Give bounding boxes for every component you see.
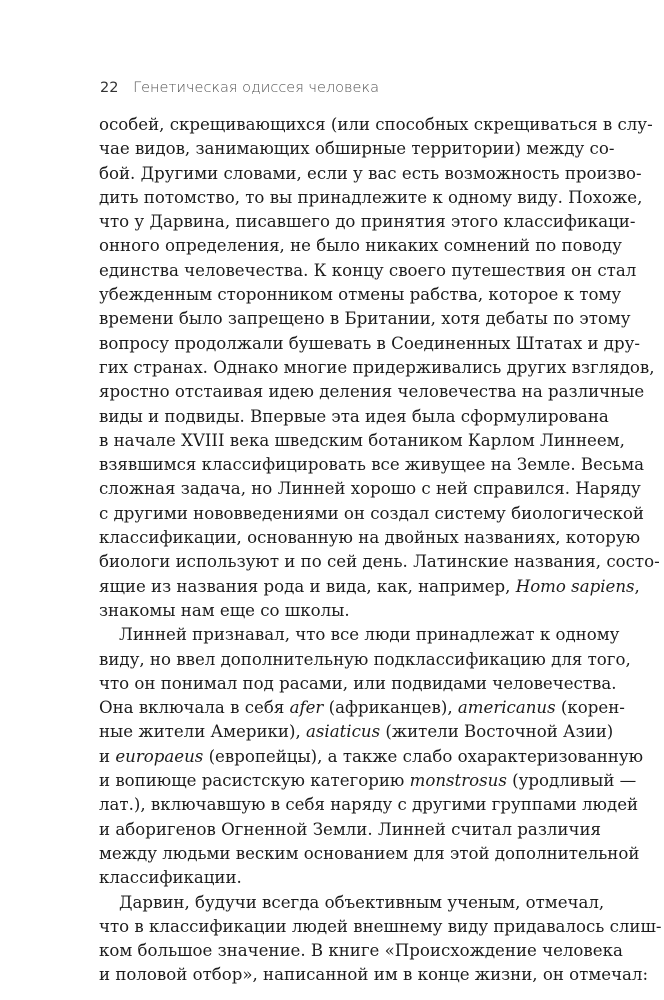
text-segment: ком большое значение. В книге «Происхождение человека	[99, 941, 623, 961]
text-line	[99, 672, 617, 696]
italic-term: asiaticus	[306, 722, 381, 742]
text-line	[99, 405, 609, 429]
text-segment: Она включала в себя	[99, 698, 290, 718]
text-segment: гих странах. Однако многие придерживались других взглядов,	[99, 357, 655, 377]
italic-term: Homo sapiens	[515, 576, 635, 596]
text-segment: единства человечества. К концу своего путешествия он стал	[99, 260, 637, 280]
text-line	[99, 745, 644, 769]
text-segment: ные жители Америки),	[99, 722, 306, 742]
text-line	[99, 793, 639, 817]
text-segment: (европейцы), а также слабо охарактеризованную	[203, 746, 644, 766]
text-segment: онного определения, не было никаких сомнений по поводу	[99, 236, 622, 256]
text-line	[99, 550, 660, 574]
text-line	[99, 380, 645, 404]
text-line	[99, 259, 637, 283]
text-line	[99, 842, 640, 866]
text-line	[99, 113, 653, 137]
text-line	[99, 866, 572, 890]
italic-term: afer	[289, 698, 324, 718]
text-segment: (африканцев),	[323, 698, 458, 718]
text-segment: классификации, основанную на двойных названиях, которую	[99, 528, 641, 548]
text-line	[99, 186, 643, 210]
text-segment: чае видов, занимающих обширные территории) между со-	[99, 139, 615, 159]
text-line	[99, 963, 649, 987]
page-number: 22	[100, 80, 119, 96]
italic-term: europaeus	[115, 746, 204, 766]
text-segment: Дарвин, будучи всегда объективным ученым, отмечал,	[119, 892, 605, 912]
text-line	[99, 234, 622, 258]
text-segment: и половой отбор», написанной им в конце жизни, он отмечал:	[99, 965, 649, 985]
text-segment: сложная задача, но Линней хорошо с ней справился. Наряду	[99, 479, 641, 499]
body-text	[99, 113, 662, 988]
italic-term: americanus	[457, 698, 556, 718]
text-line	[99, 526, 641, 550]
text-line	[99, 818, 601, 842]
text-segment: и вопиюще расистскую категорию	[99, 771, 410, 791]
text-segment: виду, но ввел дополнительную подклассификацию для того,	[99, 649, 631, 669]
text-segment: между людьми веским основанием для этой дополнительной	[99, 843, 640, 863]
text-line	[99, 915, 662, 939]
text-segment: ,	[634, 576, 640, 596]
text-segment: в начале XVIII века шведским ботаником Карлом Линнеем,	[99, 430, 625, 450]
text-segment: что в классификации людей внешнему виду придавалось слиш-	[99, 916, 662, 936]
text-segment: и аборигенов Огненной Земли. Линней считал различия	[99, 819, 601, 839]
text-line	[99, 939, 623, 963]
text-line	[99, 162, 642, 186]
text-segment: дить потомство, то вы принадлежите к одному виду. Похоже,	[99, 187, 643, 207]
text-segment: классификации.	[99, 868, 242, 888]
text-line	[99, 891, 605, 915]
text-line	[99, 453, 645, 477]
text-segment: что он понимал под расами, или подвидами человечества.	[99, 673, 617, 693]
text-segment: ящие из названия рода и вида, как, например,	[99, 576, 516, 596]
text-segment: (жители Восточной Азии)	[380, 722, 614, 742]
text-line	[99, 599, 572, 623]
text-segment: бой. Другими словами, если у вас есть возможность произво-	[99, 163, 642, 183]
text-line	[99, 137, 615, 161]
italic-term: monstrosus	[409, 771, 507, 791]
text-segment: виды и подвиды. Впервые эта идея была сформулирована	[99, 406, 609, 426]
book-title: Генетическая одиссея человека	[133, 80, 379, 96]
text-line	[99, 283, 622, 307]
text-line	[99, 477, 641, 501]
text-segment: убежденным сторонником отмены рабства, которое к тому	[99, 285, 622, 305]
text-line	[99, 696, 625, 720]
text-line	[99, 332, 641, 356]
text-segment: яростно отстаивая идею деления человечества на различные	[99, 382, 645, 402]
running-head	[100, 80, 379, 96]
text-line	[99, 575, 640, 599]
text-segment: что у Дарвина, писавшего до принятия этого классификаци-	[99, 212, 636, 232]
text-segment: лат.), включавшую в себя наряду с другими группами людей	[99, 795, 639, 815]
text-segment: биологи используют и по сей день. Латинские названия, состо-	[99, 552, 660, 572]
text-line	[99, 210, 636, 234]
text-segment: и	[99, 746, 116, 766]
text-segment: взявшимся классифицировать все живущее на Земле. Весьма	[99, 455, 645, 475]
text-line	[99, 623, 620, 647]
text-segment: (корен-	[555, 698, 625, 718]
text-line	[99, 769, 637, 793]
text-line	[99, 429, 625, 453]
text-segment: Линней признавал, что все люди принадлежат к одному	[119, 625, 620, 645]
text-segment: особей, скрещивающихся (или способных скрещиваться в слу-	[99, 115, 653, 134]
text-line	[99, 648, 631, 672]
text-segment: времени было запрещено в Британии, хотя дебаты по этому	[99, 309, 631, 329]
text-segment: с другими нововведениями он создал систему биологической	[99, 503, 644, 523]
text-segment: знакомы нам еще со школы.	[99, 600, 350, 620]
text-line	[99, 307, 631, 331]
text-line	[99, 356, 655, 380]
text-segment: (уродливый —	[506, 771, 637, 791]
text-line	[99, 502, 644, 526]
text-segment: вопросу продолжали бушевать в Соединенных Штатах и дру-	[99, 333, 641, 353]
text-line	[99, 720, 614, 744]
